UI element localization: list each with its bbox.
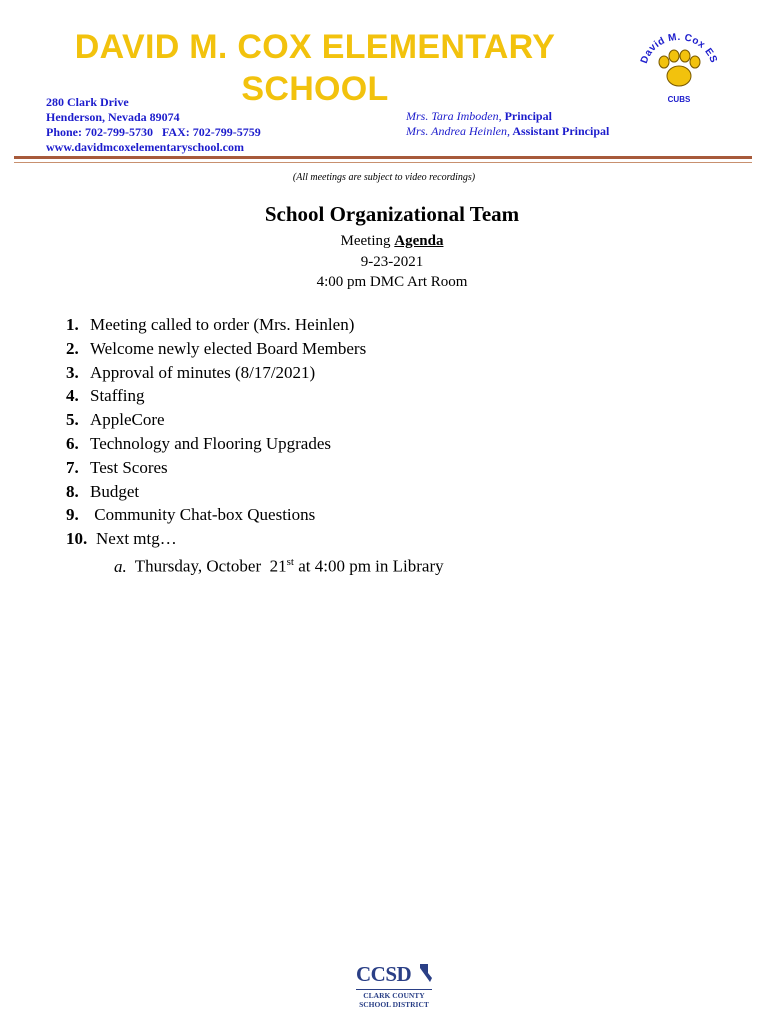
meeting-title: School Organizational Team	[264, 202, 520, 226]
next-meeting-place: at 4:00 pm in Library	[293, 556, 444, 576]
ccsd-logo	[356, 962, 436, 1014]
letterhead-divider	[14, 156, 752, 159]
ordinal-suffix: st	[286, 555, 294, 568]
school-cub-logo-icon	[636, 26, 722, 106]
agenda-number: 2.	[66, 338, 79, 358]
agenda-number: 4.	[66, 386, 79, 406]
agenda-item	[66, 384, 444, 408]
recording-disclaimer: (All meetings are subject to video recordings)	[292, 172, 476, 183]
logo-arc-text: David M. Cox ES	[638, 31, 719, 66]
agenda-text: Approval of minutes (8/17/2021)	[90, 362, 316, 382]
ccsd-district-name	[356, 989, 432, 1009]
agenda-item	[66, 480, 444, 504]
principal-title: Principal	[501, 109, 552, 123]
assistant-principal-name: Mrs. Andrea Heinlen,	[406, 124, 510, 138]
school-contact-block	[46, 95, 261, 155]
agenda-item	[66, 527, 444, 551]
agenda-number: 5.	[66, 410, 79, 430]
meeting-subtitle	[0, 231, 768, 252]
ccsd-wordmark: CCSD	[356, 962, 412, 986]
ccsd-line-1: CLARK COUNTY	[363, 991, 425, 1000]
agenda-item	[66, 456, 444, 480]
letterhead-divider-thin	[14, 162, 752, 163]
agenda-text: Community Chat-box Questions	[90, 505, 316, 525]
agenda-text: AppleCore	[90, 410, 165, 430]
ccsd-line-2: SCHOOL DISTRICT	[359, 999, 429, 1009]
agenda-text: Next mtg…	[96, 529, 177, 549]
principal-line	[406, 109, 609, 124]
assistant-principal-title: Assistant Principal	[510, 124, 610, 138]
agenda-number: 10.	[66, 529, 88, 549]
agenda-item	[66, 408, 444, 432]
agenda-item	[66, 337, 444, 361]
agenda-text: Test Scores	[90, 457, 168, 477]
agenda-number: 6.	[66, 433, 79, 453]
agenda-number: 9.	[66, 505, 79, 525]
address-line-1: 280 Clark Drive	[46, 95, 129, 109]
agenda-item	[66, 503, 444, 527]
administrators-block	[406, 109, 609, 139]
phone-fax: Phone: 702-799-5730 FAX: 702-799-5759	[46, 125, 261, 139]
meeting-time-place: 4:00 pm DMC Art Room	[316, 274, 468, 290]
agenda-text: Budget	[90, 481, 140, 501]
agenda-item	[66, 432, 444, 456]
logo-caption: CUBS	[667, 95, 691, 104]
subtitle-prefix: Meeting	[340, 233, 395, 249]
assistant-principal-line	[406, 124, 609, 139]
next-meeting-detail	[66, 551, 444, 578]
school-name: DAVID M. COX ELEMENTARY SCHOOL	[74, 28, 556, 108]
address-line-2: Henderson, Nevada 89074	[46, 110, 180, 124]
agenda-number: 3.	[66, 362, 79, 382]
agenda-number: 7.	[66, 457, 79, 477]
subtitle-agenda: Agenda	[394, 233, 444, 249]
agenda-text: Meeting called to order (Mrs. Heinlen)	[90, 315, 355, 334]
next-meeting-date: Thursday, October 21	[134, 556, 287, 576]
agenda-text: Technology and Flooring Upgrades	[90, 433, 332, 453]
agenda-list	[66, 313, 444, 578]
principal-name: Mrs. Tara Imboden,	[406, 109, 502, 123]
website-link[interactable]: www.davidmcoxelementaryschool.com	[46, 140, 244, 154]
meeting-date: 9-23-2021	[360, 253, 424, 270]
meeting-meta	[0, 231, 768, 293]
agenda-number: 1.	[66, 315, 79, 334]
agenda-number: 8.	[66, 481, 79, 501]
agenda-item	[66, 361, 444, 385]
agenda-text: Welcome newly elected Board Members	[90, 338, 367, 358]
sub-item-letter: a.	[114, 556, 127, 576]
agenda-text: Staffing	[90, 386, 145, 406]
nevada-state-icon	[420, 964, 432, 982]
svg-text:David M. Cox ES	[639, 32, 719, 65]
agenda-item	[66, 313, 444, 337]
